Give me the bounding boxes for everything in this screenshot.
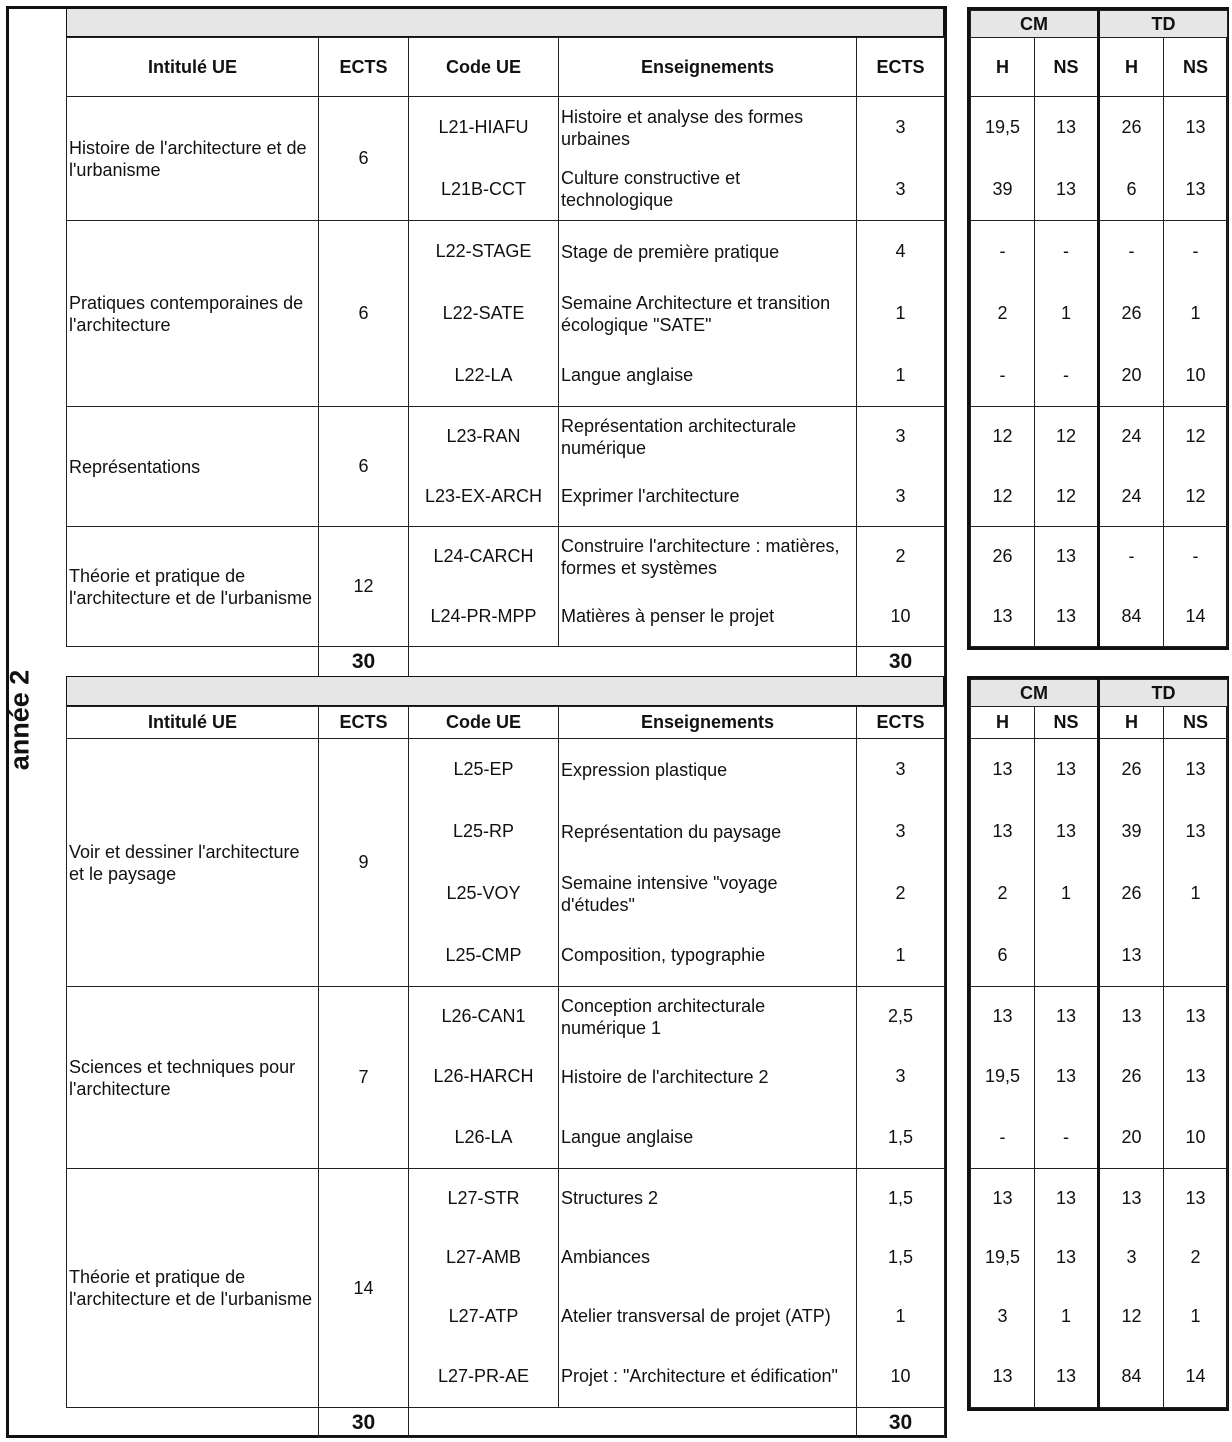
cm-ns: - bbox=[1035, 345, 1099, 407]
course-name: Représentation architecturale numérique bbox=[559, 407, 857, 467]
cm-hours: 13 bbox=[971, 1169, 1035, 1228]
course-ects: 3 bbox=[857, 739, 945, 801]
cm-ns: 13 bbox=[1035, 1346, 1099, 1408]
course-name: Composition, typographie bbox=[559, 925, 857, 987]
header-cm: CM bbox=[971, 11, 1099, 38]
course-code: L26-CAN1 bbox=[409, 987, 559, 1047]
course-name: Histoire et analyse des formes urbaines bbox=[559, 97, 857, 159]
hours-row bbox=[971, 345, 1228, 407]
td-hours: 3 bbox=[1099, 1228, 1164, 1287]
hours-row bbox=[971, 407, 1228, 467]
cm-ns: 13 bbox=[1035, 527, 1099, 587]
header-td-h: H bbox=[1099, 38, 1164, 97]
course-name: Expression plastique bbox=[559, 739, 857, 801]
td-ns: 12 bbox=[1164, 407, 1228, 467]
header-code-ue: Code UE bbox=[409, 38, 559, 97]
ue-title: Pratiques contemporaines de l'architecture bbox=[67, 221, 319, 407]
total-ects-courses: 30 bbox=[857, 647, 945, 677]
header-ects-ens: ECTS bbox=[857, 38, 945, 97]
course-ects: 2 bbox=[857, 863, 945, 925]
totals-row bbox=[67, 1408, 945, 1438]
hours-row bbox=[971, 159, 1228, 221]
ue-title: Voir et dessiner l'architecture et le paysage bbox=[67, 739, 319, 987]
cm-hours: 13 bbox=[971, 739, 1035, 801]
cm-hours: 19,5 bbox=[971, 1047, 1035, 1107]
course-code: L27-ATP bbox=[409, 1287, 559, 1346]
td-ns: 14 bbox=[1164, 587, 1228, 647]
course-code: L27-STR bbox=[409, 1169, 559, 1228]
course-row bbox=[67, 407, 945, 467]
td-ns: 10 bbox=[1164, 345, 1228, 407]
td-hours: 13 bbox=[1099, 987, 1164, 1047]
year-label: année 2 bbox=[4, 669, 35, 771]
course-ects: 3 bbox=[857, 97, 945, 159]
course-name: Ambiances bbox=[559, 1228, 857, 1287]
course-ects: 4 bbox=[857, 221, 945, 283]
course-row bbox=[67, 739, 945, 801]
course-code: L27-PR-AE bbox=[409, 1346, 559, 1408]
course-ects: 2 bbox=[857, 527, 945, 587]
hours-row bbox=[971, 527, 1228, 587]
td-hours: 39 bbox=[1099, 801, 1164, 863]
course-name: Projet : "Architecture et édification" bbox=[559, 1346, 857, 1408]
ue-table bbox=[66, 706, 945, 1438]
header-td-ns: NS bbox=[1164, 38, 1228, 97]
hours-row bbox=[971, 1228, 1228, 1287]
course-row bbox=[67, 1169, 945, 1228]
ue-ects: 7 bbox=[319, 987, 409, 1169]
course-ects: 3 bbox=[857, 801, 945, 863]
course-name: Atelier transversal de projet (ATP) bbox=[559, 1287, 857, 1346]
cm-hours: 26 bbox=[971, 527, 1035, 587]
course-code: L26-LA bbox=[409, 1107, 559, 1169]
semester-header-band bbox=[66, 676, 944, 706]
hours-row bbox=[971, 1169, 1228, 1228]
cm-hours: 6 bbox=[971, 925, 1035, 987]
course-code: L25-RP bbox=[409, 801, 559, 863]
course-code: L21B-CCT bbox=[409, 159, 559, 221]
td-hours: 26 bbox=[1099, 739, 1164, 801]
course-row bbox=[67, 987, 945, 1047]
totals-spacer bbox=[409, 647, 857, 677]
header-intitule: Intitulé UE bbox=[67, 707, 319, 739]
hours-row bbox=[971, 863, 1228, 925]
course-code: L25-CMP bbox=[409, 925, 559, 987]
td-ns: 13 bbox=[1164, 97, 1228, 159]
course-code: L24-CARCH bbox=[409, 527, 559, 587]
course-code: L26-HARCH bbox=[409, 1047, 559, 1107]
cm-ns: 13 bbox=[1035, 159, 1099, 221]
header-enseignements: Enseignements bbox=[559, 707, 857, 739]
course-name: Construire l'architecture : matières, formes et systèmes bbox=[559, 527, 857, 587]
course-code: L21-HIAFU bbox=[409, 97, 559, 159]
cm-ns: 13 bbox=[1035, 587, 1099, 647]
hours-row bbox=[971, 587, 1228, 647]
td-ns: - bbox=[1164, 221, 1228, 283]
cm-ns: 1 bbox=[1035, 863, 1099, 925]
cm-hours: 13 bbox=[971, 587, 1035, 647]
ue-title: Théorie et pratique de l'architecture et de l'urbanisme bbox=[67, 527, 319, 647]
course-ects: 1 bbox=[857, 345, 945, 407]
ue-title: Sciences et techniques pour l'architecture bbox=[67, 987, 319, 1169]
cm-ns: 13 bbox=[1035, 801, 1099, 863]
course-ects: 2,5 bbox=[857, 987, 945, 1047]
course-ects: 3 bbox=[857, 467, 945, 527]
td-hours: 26 bbox=[1099, 1047, 1164, 1107]
course-ects: 3 bbox=[857, 407, 945, 467]
course-ects: 1 bbox=[857, 1287, 945, 1346]
td-ns: 13 bbox=[1164, 1169, 1228, 1228]
course-code: L24-PR-MPP bbox=[409, 587, 559, 647]
td-ns: 1 bbox=[1164, 283, 1228, 345]
cm-ns: 12 bbox=[1035, 467, 1099, 527]
td-hours: 13 bbox=[1099, 1169, 1164, 1228]
header-cm: CM bbox=[971, 680, 1099, 707]
course-name: Semaine Architecture et transition écologique "SATE" bbox=[559, 283, 857, 345]
td-hours: 20 bbox=[1099, 345, 1164, 407]
course-name: Structures 2 bbox=[559, 1169, 857, 1228]
course-ects: 1,5 bbox=[857, 1228, 945, 1287]
td-ns: 13 bbox=[1164, 1047, 1228, 1107]
header-cm-ns: NS bbox=[1035, 707, 1099, 739]
header-ects: ECTS bbox=[319, 707, 409, 739]
course-row bbox=[67, 527, 945, 587]
course-name: Exprimer l'architecture bbox=[559, 467, 857, 527]
cm-ns: - bbox=[1035, 1107, 1099, 1169]
course-ects: 1 bbox=[857, 925, 945, 987]
hours-row bbox=[971, 1047, 1228, 1107]
course-code: L25-EP bbox=[409, 739, 559, 801]
td-hours: 84 bbox=[1099, 587, 1164, 647]
course-ects: 10 bbox=[857, 1346, 945, 1408]
header-ects: ECTS bbox=[319, 38, 409, 97]
totals-spacer bbox=[409, 1408, 857, 1438]
td-ns: 1 bbox=[1164, 1287, 1228, 1346]
course-ects: 1,5 bbox=[857, 1169, 945, 1228]
td-ns: 13 bbox=[1164, 739, 1228, 801]
header-enseignements: Enseignements bbox=[559, 38, 857, 97]
td-hours: 20 bbox=[1099, 1107, 1164, 1169]
td-ns: - bbox=[1164, 527, 1228, 587]
cm-hours: 19,5 bbox=[971, 1228, 1035, 1287]
td-hours: - bbox=[1099, 527, 1164, 587]
course-ects: 3 bbox=[857, 1047, 945, 1107]
hours-row bbox=[971, 467, 1228, 527]
td-hours: 12 bbox=[1099, 1287, 1164, 1346]
cm-ns: 13 bbox=[1035, 1228, 1099, 1287]
hours-row bbox=[971, 283, 1228, 345]
td-ns: 2 bbox=[1164, 1228, 1228, 1287]
td-hours: 24 bbox=[1099, 467, 1164, 527]
td-hours: 84 bbox=[1099, 1346, 1164, 1408]
total-ects-courses: 30 bbox=[857, 1408, 945, 1438]
td-ns: 13 bbox=[1164, 801, 1228, 863]
hours-row bbox=[971, 1346, 1228, 1408]
td-ns: 12 bbox=[1164, 467, 1228, 527]
td-hours: 26 bbox=[1099, 97, 1164, 159]
td-hours: - bbox=[1099, 221, 1164, 283]
course-name: Semaine intensive "voyage d'études" bbox=[559, 863, 857, 925]
course-code: L22-SATE bbox=[409, 283, 559, 345]
course-name: Stage de première pratique bbox=[559, 221, 857, 283]
hours-table bbox=[967, 7, 1229, 650]
semester-header-band bbox=[66, 8, 944, 37]
hours-row bbox=[971, 1107, 1228, 1169]
cm-hours: - bbox=[971, 221, 1035, 283]
ue-ects: 6 bbox=[319, 221, 409, 407]
ue-ects: 6 bbox=[319, 97, 409, 221]
ue-ects: 9 bbox=[319, 739, 409, 987]
cm-hours: 13 bbox=[971, 987, 1035, 1047]
course-row bbox=[67, 97, 945, 159]
course-name: Langue anglaise bbox=[559, 1107, 857, 1169]
td-hours: 6 bbox=[1099, 159, 1164, 221]
header-td: TD bbox=[1099, 680, 1228, 707]
course-name: Représentation du paysage bbox=[559, 801, 857, 863]
td-ns: 13 bbox=[1164, 987, 1228, 1047]
course-code: L23-RAN bbox=[409, 407, 559, 467]
hours-row bbox=[971, 739, 1228, 801]
header-td-h: H bbox=[1099, 707, 1164, 739]
course-name: Histoire de l'architecture 2 bbox=[559, 1047, 857, 1107]
hours-row bbox=[971, 801, 1228, 863]
td-hours: 24 bbox=[1099, 407, 1164, 467]
ue-title: Histoire de l'architecture et de l'urbanisme bbox=[67, 97, 319, 221]
header-cm-ns: NS bbox=[1035, 38, 1099, 97]
hours-row bbox=[971, 221, 1228, 283]
course-name: Culture constructive et technologique bbox=[559, 159, 857, 221]
cm-ns: 13 bbox=[1035, 97, 1099, 159]
course-code: L23-EX-ARCH bbox=[409, 467, 559, 527]
totals-row bbox=[67, 647, 945, 677]
cm-ns: 13 bbox=[1035, 987, 1099, 1047]
header-intitule: Intitulé UE bbox=[67, 38, 319, 97]
ue-table bbox=[66, 37, 945, 677]
total-ects-ue: 30 bbox=[319, 1408, 409, 1438]
course-name: Matières à penser le projet bbox=[559, 587, 857, 647]
cm-hours: - bbox=[971, 345, 1035, 407]
ue-ects: 14 bbox=[319, 1169, 409, 1408]
course-code: L22-LA bbox=[409, 345, 559, 407]
header-ects-ens: ECTS bbox=[857, 707, 945, 739]
td-ns: 10 bbox=[1164, 1107, 1228, 1169]
cm-hours: 13 bbox=[971, 801, 1035, 863]
td-hours: 26 bbox=[1099, 863, 1164, 925]
cm-ns: 1 bbox=[1035, 283, 1099, 345]
hours-row bbox=[971, 987, 1228, 1047]
ue-ects: 6 bbox=[319, 407, 409, 527]
hours-row bbox=[971, 925, 1228, 987]
hours-table bbox=[967, 676, 1229, 1411]
header-td-ns: NS bbox=[1164, 707, 1228, 739]
td-hours: 26 bbox=[1099, 283, 1164, 345]
cm-hours: 39 bbox=[971, 159, 1035, 221]
cm-ns: 12 bbox=[1035, 407, 1099, 467]
cm-ns: 1 bbox=[1035, 1287, 1099, 1346]
header-cm-h: H bbox=[971, 38, 1035, 97]
cm-ns: - bbox=[1035, 221, 1099, 283]
ue-ects: 12 bbox=[319, 527, 409, 647]
cm-hours: - bbox=[971, 1107, 1035, 1169]
header-td: TD bbox=[1099, 11, 1228, 38]
course-ects: 3 bbox=[857, 159, 945, 221]
cm-hours: 12 bbox=[971, 407, 1035, 467]
course-name: Langue anglaise bbox=[559, 345, 857, 407]
cm-hours: 3 bbox=[971, 1287, 1035, 1346]
total-ects-ue: 30 bbox=[319, 647, 409, 677]
header-code-ue: Code UE bbox=[409, 707, 559, 739]
cm-hours: 19,5 bbox=[971, 97, 1035, 159]
course-code: L22-STAGE bbox=[409, 221, 559, 283]
course-name: Conception architecturale numérique 1 bbox=[559, 987, 857, 1047]
ue-title: Représentations bbox=[67, 407, 319, 527]
td-hours: 13 bbox=[1099, 925, 1164, 987]
cm-hours: 2 bbox=[971, 283, 1035, 345]
cm-ns: 13 bbox=[1035, 1047, 1099, 1107]
header-cm-h: H bbox=[971, 707, 1035, 739]
course-row bbox=[67, 221, 945, 283]
cm-hours: 13 bbox=[971, 1346, 1035, 1408]
course-ects: 1 bbox=[857, 283, 945, 345]
td-ns: 13 bbox=[1164, 159, 1228, 221]
cm-ns bbox=[1035, 925, 1099, 987]
cm-ns: 13 bbox=[1035, 1169, 1099, 1228]
td-ns bbox=[1164, 925, 1228, 987]
course-code: L25-VOY bbox=[409, 863, 559, 925]
cm-hours: 2 bbox=[971, 863, 1035, 925]
totals-spacer bbox=[67, 647, 319, 677]
td-ns: 14 bbox=[1164, 1346, 1228, 1408]
hours-row bbox=[971, 97, 1228, 159]
course-ects: 10 bbox=[857, 587, 945, 647]
td-ns: 1 bbox=[1164, 863, 1228, 925]
course-code: L27-AMB bbox=[409, 1228, 559, 1287]
totals-spacer bbox=[67, 1408, 319, 1438]
cm-hours: 12 bbox=[971, 467, 1035, 527]
ue-title: Théorie et pratique de l'architecture et de l'urbanisme bbox=[67, 1169, 319, 1408]
cm-ns: 13 bbox=[1035, 739, 1099, 801]
course-ects: 1,5 bbox=[857, 1107, 945, 1169]
hours-row bbox=[971, 1287, 1228, 1346]
